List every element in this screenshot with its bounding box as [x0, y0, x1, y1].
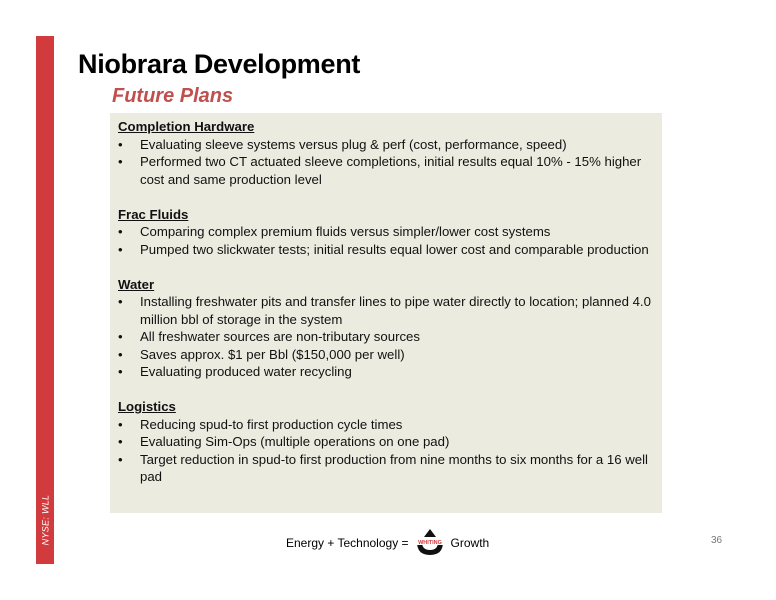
bullet-icon: • [118, 416, 123, 432]
page-title: Niobrara Development [78, 49, 361, 79]
content-box [110, 113, 662, 513]
logo-text: WHITING [417, 540, 442, 546]
list-item-text: Evaluating Sim-Ops (multiple operations on one pad) [140, 434, 450, 449]
page-number: 36 [711, 535, 723, 546]
section-title: Frac Fluids [118, 206, 189, 222]
list-item-text: Reducing spud-to first production cycle times [140, 416, 403, 432]
list-item [118, 346, 654, 364]
list-item-text: Pumped two slickwater tests; initial results equal lower cost and comparable production [140, 241, 649, 257]
footer-right-text: Growth [450, 536, 490, 550]
list-item-text: Saves approx. $1 per Bbl ($150,000 per well) [140, 346, 405, 362]
section-water [118, 276, 654, 381]
section-completion-hardware [118, 118, 654, 188]
sidebar-ticker [36, 480, 54, 560]
list-item [118, 136, 654, 154]
list-item-text: All freshwater sources are non-tributary sources [140, 329, 420, 344]
list-item [118, 328, 654, 346]
bullet-icon: • [118, 346, 123, 362]
list-item [118, 223, 654, 241]
bullet-icon: • [118, 154, 123, 169]
bullet-icon: • [118, 434, 123, 449]
list-item [118, 363, 654, 381]
whiting-drop-logo-icon [413, 528, 447, 558]
bullet-icon: • [118, 329, 123, 344]
section-title: Water [118, 276, 155, 292]
section-logistics [118, 398, 654, 486]
bullet-icon: • [118, 294, 123, 309]
bullet-list [118, 136, 654, 189]
list-item-text: Evaluating sleeve systems versus plug & perf (cost, performance, speed) [140, 136, 567, 152]
section-title: Logistics [118, 399, 176, 414]
bullet-list [118, 293, 654, 381]
list-item [118, 416, 654, 434]
list-item [118, 433, 654, 451]
bullet-icon: • [118, 451, 123, 467]
list-item [118, 293, 654, 328]
list-item-text: Comparing complex premium fluids versus simpler/lower cost systems [140, 224, 551, 239]
bullet-icon: • [118, 224, 123, 239]
section-frac-fluids [118, 206, 654, 259]
bullet-list [118, 223, 654, 258]
list-item-text: Evaluating produced water recycling [140, 364, 352, 379]
list-item-text: Performed two CT actuated sleeve completions, initial results equal 10% - 15% higher cost and same production level [140, 154, 642, 187]
list-item [118, 451, 654, 486]
bullet-icon: • [118, 136, 123, 152]
bullet-icon: • [118, 241, 123, 257]
page-subtitle: Future Plans [112, 85, 234, 107]
ticker-label: NYSE: WLL [40, 494, 50, 546]
list-item [118, 241, 654, 259]
bullet-icon: • [118, 364, 123, 379]
list-item-text: Installing freshwater pits and transfer lines to pipe water directly to location; planned 4.0 million bbl of storage in the system [140, 294, 651, 327]
footer-tagline [286, 528, 489, 558]
list-item [118, 153, 654, 188]
section-title: Completion Hardware [118, 119, 255, 134]
list-item-text: Target reduction in spud-to first production from nine months to six months for a 16 well pad [140, 451, 648, 484]
bullet-list [118, 416, 654, 486]
footer-left-text: Energy + Technology = [286, 536, 409, 550]
